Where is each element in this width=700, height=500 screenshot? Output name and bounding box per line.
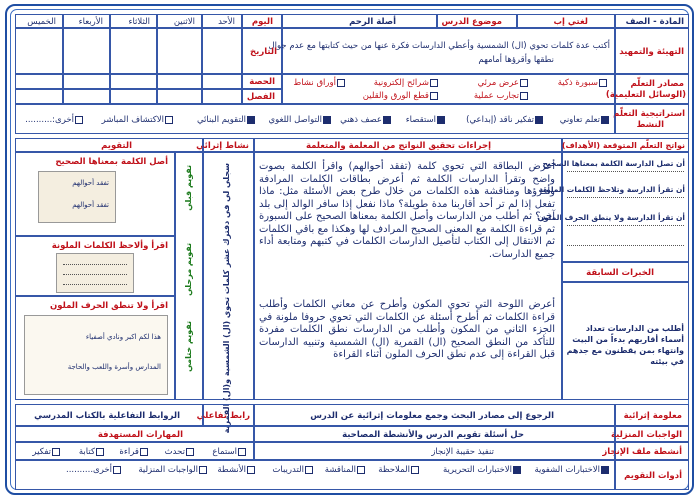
evaluation-caption: اقرأ ولا تنطق الحرف الملون: [50, 301, 168, 311]
source-item[interactable]: [478, 78, 529, 88]
activity-label: نشاط إثرائي: [196, 141, 249, 151]
checkbox-icon[interactable]: [75, 116, 83, 124]
class-label-cell: [242, 89, 282, 104]
checkbox-icon[interactable]: [165, 116, 173, 124]
evaluation-cell-2: [15, 236, 175, 296]
card-line: [63, 284, 127, 285]
source-item[interactable]: [558, 78, 608, 88]
strategy-item[interactable]: [466, 115, 544, 125]
tool-label: الاختبارات التحريرية: [442, 465, 512, 475]
link-label-cell: [196, 404, 254, 426]
day-cell-3: [110, 14, 157, 28]
strategy-label: أخرى:..........: [25, 115, 74, 125]
intro-text-line1: أكتب عدة كلمات تحوي (ال) الشمسية وأعطي الدارسات فكرة عنها من حيث كتابتها مع عدم جوال: [268, 41, 610, 51]
day-cell-4: [63, 14, 110, 28]
link-text-cell: [15, 404, 203, 426]
strategy-item[interactable]: [340, 115, 392, 125]
schedule-cell: [110, 89, 157, 104]
intro-text-cell: [268, 28, 615, 74]
strategy-item[interactable]: [25, 115, 84, 125]
evaluation-caption: أصل الكلمة بمعناها الصحيح: [55, 157, 168, 167]
checkbox-icon[interactable]: [52, 448, 60, 456]
strategy-item[interactable]: [406, 115, 446, 125]
schedule-cell: [157, 28, 202, 74]
checkbox-icon[interactable]: [520, 92, 528, 100]
accomp-label-cell: [602, 442, 689, 460]
skill-label: قراءة: [119, 447, 139, 457]
checkbox-icon[interactable]: [96, 448, 104, 456]
resource-label: معلومة إثرائية: [623, 411, 682, 421]
schedule-cell: [110, 28, 157, 74]
day-name: الثلاثاء: [128, 17, 150, 27]
objectives-label: نواتج التعلّم المتوقعة (الأهداف): [561, 141, 685, 150]
divider: [567, 197, 684, 198]
checkbox-icon[interactable]: [113, 466, 121, 474]
source-item[interactable]: [363, 91, 439, 101]
objective-item: أن تصل الدارسة الكلمة بمعناها الصحيح: [542, 159, 685, 168]
strategy-label: تعلم تعاوني: [559, 115, 600, 125]
strategy-label: استقصاء: [405, 115, 436, 125]
checkbox-icon[interactable]: [186, 448, 194, 456]
card-word: تفقد أحوالهم: [72, 179, 109, 187]
day-cell-5: [15, 14, 63, 28]
colored-letters-card-image: [24, 315, 168, 395]
tools-cell: [15, 460, 615, 490]
evaluation-type: تقويم مرحلي: [184, 243, 193, 296]
tool-label: التدريبات: [272, 465, 304, 475]
source-item[interactable]: [293, 78, 346, 88]
card-line-text: هذا لكم اكبر ونادي أصفياء: [85, 333, 161, 341]
checkbox-icon[interactable]: [199, 466, 207, 474]
strategies-cell: [15, 104, 615, 134]
checkbox-icon[interactable]: [430, 92, 438, 100]
matching-card-image: [38, 171, 116, 223]
day-cell-2: [157, 14, 202, 28]
evaluation-type: تقويم ختامي: [184, 321, 193, 372]
subject-label: المادة - الصف: [625, 17, 684, 27]
evaluation-cell-3: [15, 296, 175, 400]
link-label: رابط تفاعلي: [196, 411, 250, 421]
objective-item: أن تقرأ الدارسة ولا ينطق الحرف الملون: [537, 213, 685, 222]
tool-item[interactable]: [325, 465, 366, 475]
card-word: تفقد أحوالهم: [72, 201, 109, 209]
tool-label: الأنشطة: [217, 465, 246, 475]
tools-label-cell: [615, 460, 689, 490]
skill-item[interactable]: [119, 447, 149, 457]
checkbox-icon[interactable]: [305, 466, 313, 474]
objectives-cell: [537, 152, 689, 262]
schedule-cell: [157, 74, 202, 89]
divider: [567, 171, 684, 172]
evaluation-caption: اقرأ وألاحظ الكلمات الملونة: [51, 241, 168, 251]
source-label: سبورة ذكية: [557, 78, 598, 88]
source-item[interactable]: [374, 78, 439, 88]
resource-text: الرجوع إلى مصادر البحث وجمع معلومات إثرائية عن الدرس: [310, 411, 554, 421]
procedures-header: [254, 138, 562, 152]
schedule-cell: [63, 28, 110, 74]
strategy-label: الاكتشاف المباشر: [101, 115, 164, 125]
skill-item[interactable]: [165, 447, 195, 457]
tool-item[interactable]: [217, 465, 256, 475]
tools-label: أدوات التقويم: [624, 471, 682, 481]
tool-label: الواجبات المنزلية: [138, 465, 198, 475]
evaluation-cell-1: [15, 152, 175, 236]
divider: [567, 225, 684, 226]
reading-card-image: [56, 253, 134, 293]
source-label: أوراق نشاط: [293, 78, 336, 88]
source-label: تجارب عملية: [473, 91, 519, 101]
checkbox-checked-icon[interactable]: [601, 466, 609, 474]
skills-cell: [15, 442, 254, 460]
checkbox-checked-icon[interactable]: [247, 116, 255, 124]
accomp-text: تنفيذ حقيبة الإنجاز: [431, 447, 494, 457]
checkbox-checked-icon[interactable]: [535, 116, 543, 124]
strategy-label: التقويم البنائي: [196, 115, 246, 125]
skill-item[interactable]: [212, 447, 247, 457]
day-name: الخميس: [27, 17, 56, 27]
checkbox-checked-icon[interactable]: [513, 466, 521, 474]
tool-item[interactable]: [66, 465, 122, 475]
resource-label-cell: [615, 404, 689, 426]
skill-label: تفكير: [32, 447, 51, 457]
strategy-label: عصف ذهني: [340, 115, 382, 125]
resource-text-cell: [254, 404, 615, 426]
prior-header: [562, 262, 689, 282]
checkbox-icon[interactable]: [520, 79, 528, 87]
procedure-paragraph-2: أعرض اللوحة التي تحوي المكون وأطرح عن معاني الكلمات وأطلب قراءة الكلمات ثم أطرح أسئلة عن الكلمات التي تحوي حروفا ملونة في الجزء الثاني من المكون وأطلب من الدارسات نطق الكلمات مفردة للتأكد من النطق الصحيح (ال) القمرية (ال) الشمسية وتنبيه الدارسات قبل القراءة إلى عدم نطق الحرف الملون أثناء القراءة: [259, 299, 555, 360]
skills-label-cell: [15, 426, 254, 442]
strategies-label-2: النشط: [636, 120, 664, 130]
source-label: شرائح إلكترونية: [373, 78, 429, 88]
subject-label-cell: [615, 14, 689, 28]
activity-header: [196, 138, 254, 152]
checkbox-icon[interactable]: [247, 466, 255, 474]
homework-label: الواجبات المنزلية: [610, 430, 682, 440]
card-line-text: المدارس وأسرة واللعب والحاجة: [67, 363, 161, 371]
homework-text-cell: [254, 426, 615, 442]
procedure-paragraph-1: أعرض البطاقة التي تحوي كلمة (تفقد أحوالهم) واقرأ الكلمة بصوت واضح وتقرأ الدارسات الكلمة ثم أعرض بطاقات الكلمات المرادفة وأقرؤها ومناقشة هذه الكلمات من خلال طرح بعض الأسئلة مثل: ماذا تفعل إذا لم تر أحد أقاربنا مدة طويلة؟ ماذا نفعل إذا سافر الوالد إلى بلد آخر؟ ثم أطلب من الدارسات وأصل الكلمة بمعناها الصحيح على السبورة ثم قراءة الكلمة مع المعنى الصحيح المرادف لها وهكذا مع باقي الكلمات ثم الانتقال إلى الكتاب لتأصيل الدارسات الكلمات في كتبهم ومتابعة أداء جميع الدارسات.: [259, 161, 555, 260]
topic-value-cell: [282, 14, 437, 28]
tool-label: الملاحظة: [378, 465, 410, 475]
day-name: الأحد: [218, 17, 235, 27]
tool-item[interactable]: [443, 465, 522, 475]
schedule-cell: [202, 89, 242, 104]
strategy-label: التواصل اللغوي: [268, 115, 322, 125]
homework-label-cell: [610, 426, 689, 442]
prior-text: أطلب من الدارسات تعداد أسماء أقاربهم بدءاً من البيت وانتهاء بمن يقطنون مع جدهم في بيئته: [566, 324, 684, 366]
strategies-label-cell: [615, 104, 689, 134]
date-label-cell: [242, 28, 282, 74]
evaluation-types-column: [175, 152, 203, 400]
tool-item[interactable]: [378, 465, 420, 475]
day-name: الاثنين: [173, 17, 195, 27]
checkbox-checked-icon[interactable]: [383, 116, 391, 124]
day-label: اليوم: [251, 17, 273, 27]
card-line: [63, 264, 127, 265]
checkbox-icon[interactable]: [357, 466, 365, 474]
day-cell-1: [202, 14, 242, 28]
period-label-cell: [242, 74, 282, 89]
card-line: [63, 274, 127, 275]
procedures-label: إجراءات تحقيق النواتج من المعلمة والمتعلمة: [305, 141, 491, 151]
skill-item[interactable]: [79, 447, 105, 457]
link-text: الروابط التفاعلية بالكتاب المدرسي: [34, 411, 180, 421]
skills-label: المهارات المستهدفة: [97, 430, 183, 440]
tool-item[interactable]: [272, 465, 314, 475]
homework-text: حل أسئلة تقويم الدرس والأنشطة المصاحبة: [342, 430, 524, 440]
intro-text-line2: نطقها وأقرؤها أمامهم: [478, 55, 554, 65]
source-item[interactable]: [474, 91, 529, 101]
activity-text: سجلي لي في دفترك عشر كلمات تحوي (ال) الشمسية و(ال) القمرية: [222, 163, 231, 434]
procedures-cell: [254, 152, 562, 400]
evaluation-label: التقويم: [101, 141, 132, 151]
page-frame: [5, 4, 694, 495]
checkbox-checked-icon[interactable]: [323, 116, 331, 124]
accomp-text-cell: [254, 442, 615, 460]
strategy-item[interactable]: [197, 115, 256, 125]
subject-value: لغتي إب: [553, 17, 588, 27]
strategy-item[interactable]: [102, 115, 174, 125]
skill-item[interactable]: [32, 447, 61, 457]
subject-value-cell: [517, 14, 615, 28]
tool-label: المناقشة: [324, 465, 356, 475]
schedule-cell: [15, 89, 63, 104]
topic-label: موضوع الدرس: [441, 17, 502, 27]
tool-item[interactable]: [138, 465, 208, 475]
checkbox-icon[interactable]: [140, 448, 148, 456]
accomp-label: أنشطة ملف الإنجاز: [602, 447, 682, 457]
sources-cell: [282, 74, 615, 104]
topic-label-cell: [437, 14, 517, 28]
strategy-item[interactable]: [560, 115, 610, 125]
tool-label: أخرى..........: [66, 465, 112, 475]
schedule-cell: [63, 74, 110, 89]
objectives-header: [562, 138, 689, 152]
period-label: الحصة: [249, 77, 275, 87]
checkbox-checked-icon[interactable]: [601, 116, 609, 124]
objective-item: أن تقرأ الدارسة وتلاحظ الكلمات الملونة: [538, 185, 685, 194]
schedule-cell: [202, 28, 242, 74]
schedule-cell: [63, 89, 110, 104]
divider: [567, 245, 684, 246]
topic-value: أصلة الرحم: [349, 17, 396, 27]
sources-label-2: (الوسائل التعليمية): [605, 90, 686, 100]
source-label: عرض مرئي: [477, 78, 519, 88]
tool-item[interactable]: [534, 465, 610, 475]
day-label-cell: [242, 14, 282, 28]
schedule-cell: [15, 74, 63, 89]
checkbox-checked-icon[interactable]: [437, 116, 445, 124]
checkbox-icon[interactable]: [411, 466, 419, 474]
strategies-label-1: استراتيجية التعلّم: [613, 109, 685, 119]
checkbox-icon[interactable]: [238, 448, 246, 456]
strategy-label: تفكير ناقد (إبداعي): [466, 115, 534, 125]
prior-label: الخبرات السابقة: [586, 268, 654, 278]
checkbox-icon[interactable]: [599, 79, 607, 87]
tool-label: الاختبارات الشفوية: [534, 465, 600, 475]
skill-label: تحدث: [164, 447, 185, 457]
schedule-cell: [15, 28, 63, 74]
checkbox-icon[interactable]: [430, 79, 438, 87]
source-label: قطع الورق والقلين: [362, 91, 429, 101]
evaluation-header: [15, 138, 203, 152]
skill-label: استماع: [212, 447, 237, 457]
date-label: التاريخ: [250, 47, 277, 57]
class-label: الفصل: [246, 92, 275, 102]
strategy-item[interactable]: [268, 115, 332, 125]
intro-label-cell: [615, 28, 689, 74]
sources-label-cell: [605, 74, 689, 104]
sources-label-1: مصادر التعلّم: [630, 79, 684, 89]
skill-label: كتابة: [78, 447, 95, 457]
checkbox-icon[interactable]: [337, 79, 345, 87]
schedule-cell: [202, 74, 242, 89]
intro-label: التهيئة والتمهيد: [619, 47, 684, 57]
schedule-cell: [157, 89, 202, 104]
day-name: الأربعاء: [78, 17, 103, 27]
schedule-cell: [110, 74, 157, 89]
evaluation-type: تقويم قبلي: [184, 165, 193, 211]
prior-cell: [562, 282, 689, 400]
